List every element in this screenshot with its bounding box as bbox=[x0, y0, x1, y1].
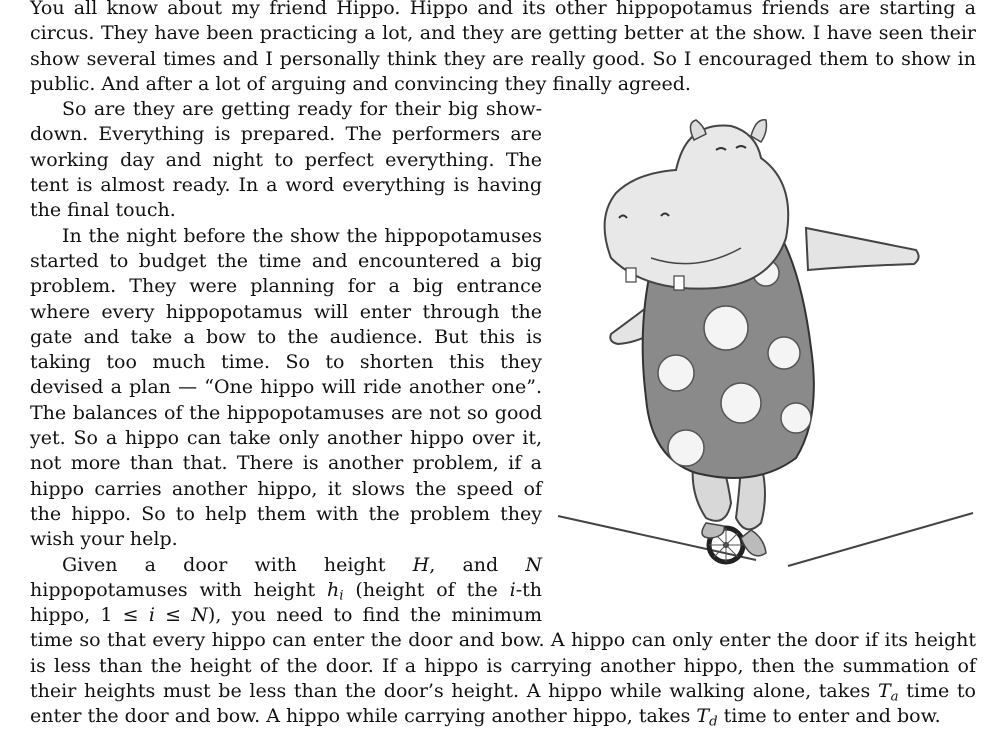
text-segment: time to enter the door and bow. A hippo while carrying another hippo, takes bbox=[30, 680, 976, 728]
var-symbol: T bbox=[877, 680, 891, 703]
var-symbol: T bbox=[696, 705, 710, 728]
var-subscript: a bbox=[890, 689, 899, 705]
var-door-height: H bbox=[412, 553, 430, 576]
text-segment: hippopotamuses with height bbox=[30, 578, 328, 601]
var-time-alone bbox=[877, 680, 899, 705]
var-index: i bbox=[148, 604, 155, 627]
text-segment: , and bbox=[429, 553, 526, 576]
text-segment: time to enter and bow. bbox=[717, 705, 941, 728]
var-hippo-count: N bbox=[525, 553, 542, 576]
var-hippo-height bbox=[327, 578, 344, 604]
paragraph-problem: In the night before the show the hippopotamuses started to budget the time and encountered a big problem. They were planning for a big entrance where every hippopotamus will enter through the gate and take a bow to the audience. But this is taking too much time. So to shorten this they devised a plan — “One hippo will ride another one”. The balances of the hippopotamuses are not so good yet. So a hippo can take only another hippo over it, not more than that. There is another problem, if a hippo carries another hippo, it slows the speed of the hippo. So to help them with the problem they wish your help. bbox=[30, 224, 542, 551]
var-symbol: h bbox=[327, 578, 340, 601]
paragraph-intro: You all know about my friend Hippo. Hippo and its other hippopotamus friends are starting a circus. They have been practicing a lot, and they are getting better at the show. I have seen their show several times and I personally think they are really good. So I encouraged them to show in public. And after a lot of arguing and convincing they finally agreed. bbox=[30, 0, 976, 95]
var-subscript: d bbox=[709, 714, 718, 730]
text-segment: -th hippo, 1 ≤ bbox=[30, 578, 542, 627]
text-segment: Given a door with height bbox=[62, 553, 413, 576]
text-segment: (height of the bbox=[343, 578, 510, 601]
text-segment: ), you need to find the minimum time so that every hippo can enter the door and bow. A hippo can only enter the door if its height is less than the height of the door. If a hippo is carrying another hippo, then the summation of their heights must be less than the door’s height. A hippo while walking alone, takes bbox=[30, 604, 976, 703]
var-index: i bbox=[509, 578, 516, 601]
var-subscript: i bbox=[339, 588, 344, 604]
paragraph-preparation: So are they are getting ready for their big show-down. Everything is prepared. The performers are working day and night to perfect everything. The tent is almost ready. In a word everything is having the final touch. bbox=[30, 98, 542, 222]
var-hippo-count: N bbox=[191, 604, 208, 627]
var-time-double bbox=[696, 705, 718, 730]
text-segment: ≤ bbox=[154, 604, 192, 627]
hippo-unicycle-icon bbox=[556, 98, 976, 603]
problem-statement bbox=[30, 0, 976, 730]
hippo-illustration bbox=[556, 98, 976, 603]
